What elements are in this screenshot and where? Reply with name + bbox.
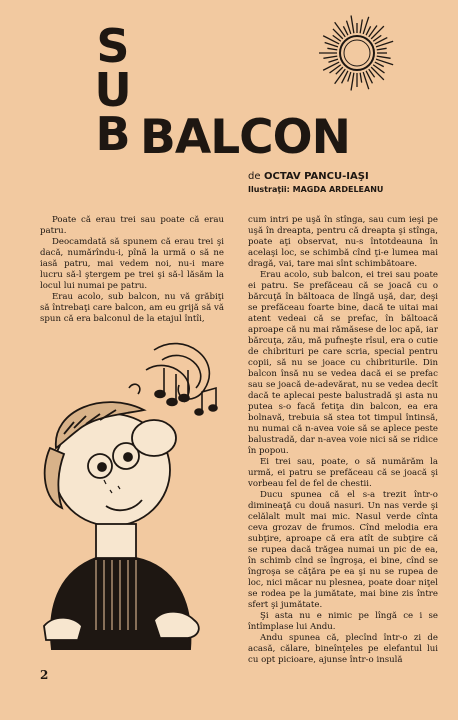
paragraph: Şi asta nu e nimic pe lîngă ce i se întîmplase lui Andu. bbox=[248, 611, 438, 632]
sun-ray bbox=[351, 15, 354, 33]
sun-ray bbox=[371, 67, 384, 80]
sun-ray bbox=[375, 62, 384, 67]
sun-illustration bbox=[318, 14, 396, 92]
sun-ray bbox=[323, 62, 339, 70]
sun-ray bbox=[360, 19, 362, 33]
sun-ray bbox=[327, 48, 337, 50]
paragraph: Andu spunea că, plecînd într-o zi de acasă, călare, bineînţeles pe elefantul lui cu opt picioare, ajunse într-o insulă bbox=[248, 633, 438, 665]
paragraph: Ei trei sau, poate, o să numărăm la urmă, ei patru se prefăceau că se joacă şi vorbeau fel de fel de chestii. bbox=[248, 457, 438, 489]
sun-ray bbox=[348, 72, 351, 82]
byline-prefix: de bbox=[248, 171, 261, 182]
sun-ray bbox=[323, 56, 337, 58]
sun-ray bbox=[343, 26, 348, 35]
paragraph: Poate că erau trei sau poate că erau patru. bbox=[40, 215, 224, 236]
sun-ray bbox=[325, 42, 338, 46]
title-letter-s: S bbox=[96, 19, 130, 73]
author-name: OCTAV PANCU-IAŞI bbox=[263, 171, 369, 182]
title-main-word: BALCON bbox=[140, 110, 350, 165]
sun-ray bbox=[360, 73, 362, 83]
sun-ray bbox=[346, 21, 350, 34]
paragraph: Ducu spunea că el s-a trezit într-o dimineaţă cu două nasuri. Un nas verde şi celălalt mult mai mic. Nasul verde cînta ceva grozav de frumos. Cînd melodia era subţire, aproape că era atît de subţire că se rupea dacă trăgea numai un pic de ea, în schimb cînd se îngroşa, ei bine, cînd se îngroşa se căţăra pe ea şi nu se rupea de loc, nici măcar nu plesnea, poate doar niţel se rodea pe la jumătate, mai bine zis între sfert şi jumătate. bbox=[248, 490, 438, 610]
paragraph: Erau acolo, sub balcon, nu vă grăbiţi să întrebaţi care balcon, am eu grijă să vă spun că era balconul de la etajul întîi, bbox=[40, 292, 224, 324]
paragraph: Deocamdată să spunem că erau trei şi dacă, numărîndu-i, pînă la urmă o să ne iasă patru, mai vedem noi, nu-i mare lucru să-l ştergem pe trei şi să-l lăsăm la locul lui numai pe patru. bbox=[40, 237, 224, 291]
sun-ray bbox=[351, 73, 354, 91]
sun-ray bbox=[328, 59, 338, 62]
sun-ray bbox=[377, 56, 391, 58]
music-notes-icon bbox=[129, 344, 217, 415]
sun-ray bbox=[371, 26, 384, 39]
illustrator-name: MAGDA ARDELEANU bbox=[292, 185, 384, 194]
right-text-column bbox=[248, 215, 438, 666]
sun-ray bbox=[335, 69, 346, 84]
left-text-column bbox=[40, 215, 224, 325]
title-letter-u: U bbox=[94, 63, 132, 117]
title-letter-b: B bbox=[95, 107, 131, 161]
sun-ray bbox=[335, 22, 346, 37]
sun-ray bbox=[366, 26, 371, 35]
title-vertical-word bbox=[88, 19, 138, 161]
page-number: 2 bbox=[40, 668, 49, 682]
paragraph: cum intri pe uşă în stînga, sau cum ieşi pe uşă în dreapta, pentru că dreapta şi stînga, poate aţi observat, nu-s întotdeauna în acelaşi loc, se schimbă cînd ţi-e lumea mai dragă, vai, tare mai sînt schimbătoare. bbox=[248, 215, 438, 269]
child-figure bbox=[44, 402, 199, 650]
byline bbox=[248, 170, 383, 196]
child-with-music-illustration bbox=[34, 330, 226, 650]
sun-ray bbox=[377, 48, 387, 50]
illustrator-label: Ilustraţii: bbox=[248, 185, 290, 194]
paragraph: Erau acolo, sub balcon, ei trei sau poate ei patru. Se prefăceau că se joacă cu o bărcuţă în băltoaca de lîngă uşă, dar, deşi se prefăceau foarte bine, dacă te uitai mai atent vedeai că se prefac, în băltoacă aproape că nu mai rămăsese de loc apă, iar bărcuţa, zău, mă pufneşte rîsul, era o cutie de chibrituri pe care scria, special pentru copii, să nu se joace cu chibriturile. Din balcon însă nu se vedea dacă ei se prefac sau se joacă de-adevărat, nu se vedea decît dacă te aplecai peste balustradă şi asta nu putea s-o facă fetiţa din balcon, ea era bolnavă, trebuia să stea tot timpul întinsă, nu numai că n-avea voie să se aplece peste balustradă, dar n-avea voie nici să se ridice în popou. bbox=[248, 270, 438, 456]
